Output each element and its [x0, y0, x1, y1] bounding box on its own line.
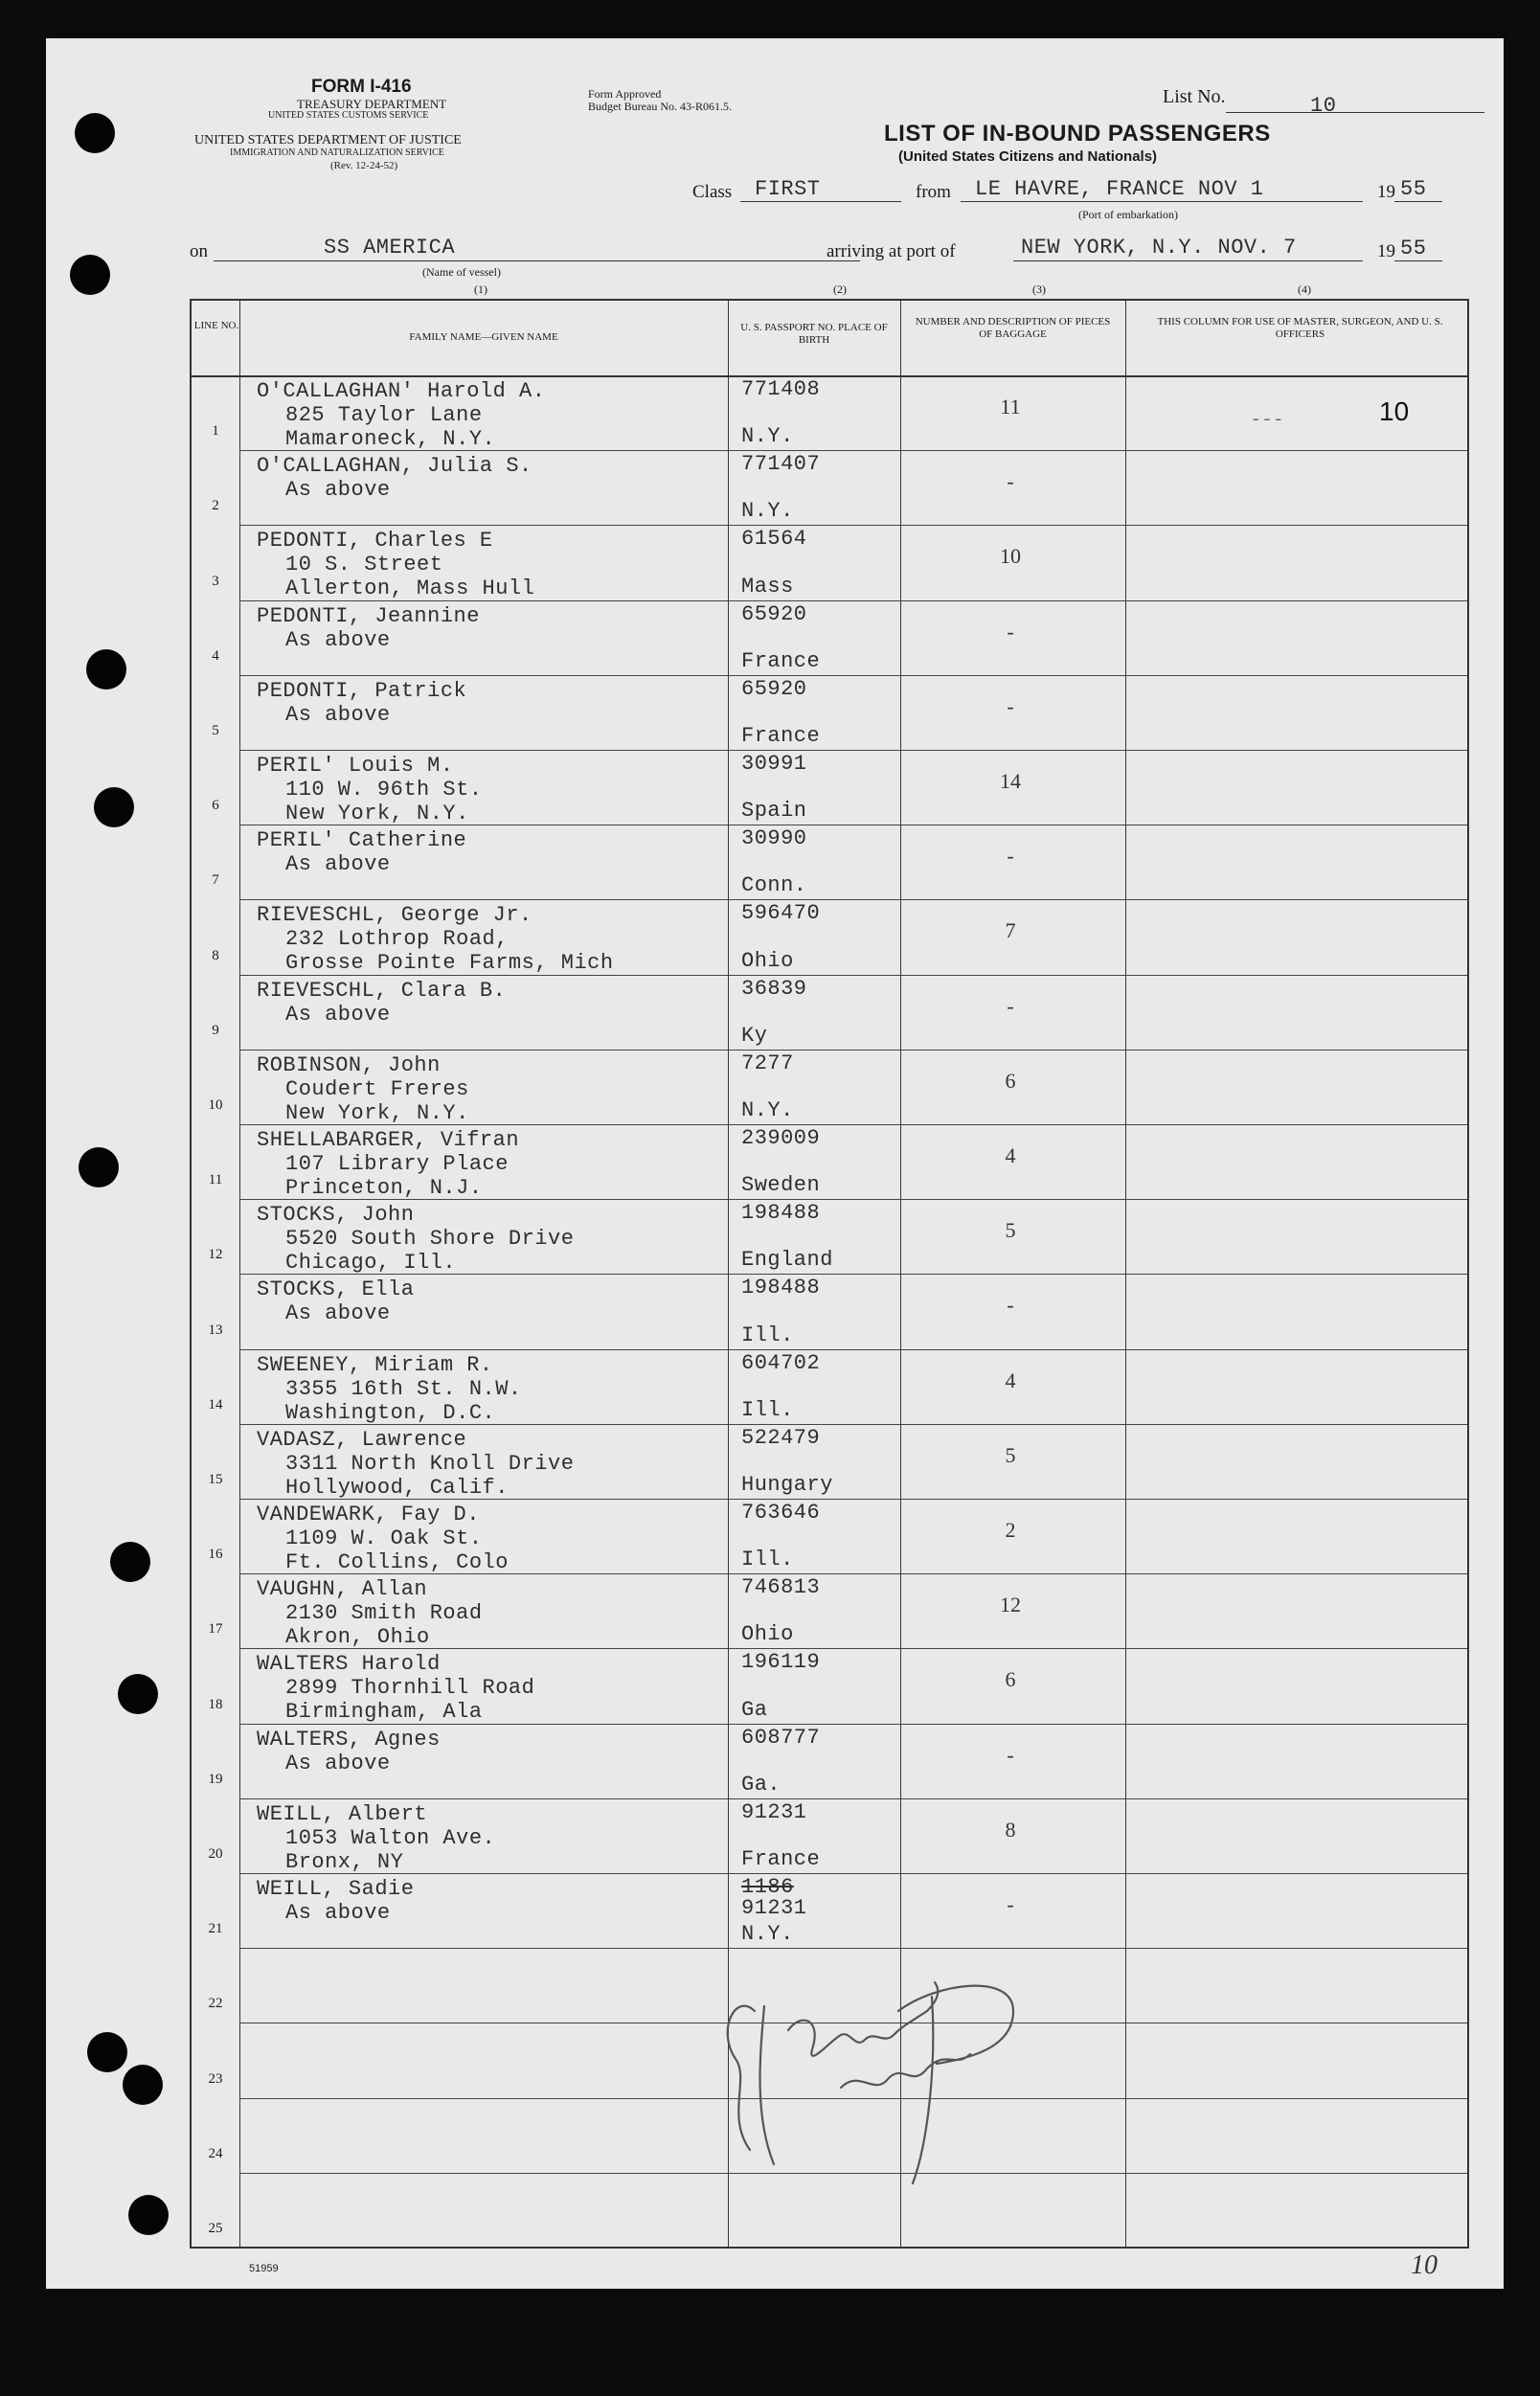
passport-number: 198488 [741, 1201, 821, 1226]
page-mark: 10 [1411, 2250, 1438, 2280]
year1-line [1394, 201, 1442, 202]
class-value: FIRST [755, 177, 821, 201]
baggage-count: 12 [1000, 1593, 1021, 1617]
line-number: 21 [208, 1921, 223, 1937]
line-number: 20 [208, 1845, 223, 1862]
place-of-birth: Ohio [741, 1622, 794, 1647]
place-of-birth: France [741, 723, 821, 748]
place-of-birth: Conn. [741, 873, 807, 898]
passenger-address: Chicago, Ill. [285, 1251, 457, 1276]
passenger-address: 110 W. 96th St. [285, 778, 483, 802]
passenger-name: PEDONTI, Jeannine [257, 603, 480, 628]
passenger-address: 3355 16th St. N.W. [285, 1376, 522, 1401]
line-number: 22 [208, 1996, 223, 2012]
passport-number: 771408 [741, 377, 821, 401]
passenger-name: VANDEWARK, Fay D. [257, 1503, 480, 1526]
passport-number: 61564 [741, 527, 807, 552]
punch-hole [118, 1674, 158, 1714]
baggage-count: 6 [1005, 1667, 1016, 1692]
passenger-name: PEDONTI, Patrick [257, 678, 467, 703]
baggage-count: 5 [1005, 1442, 1016, 1467]
passport-number: 91231 [741, 1799, 807, 1824]
passenger-name: RIEVESCHL, George Jr. [257, 903, 532, 928]
passenger-address: New York, N.Y. [285, 1100, 469, 1125]
passenger-address: As above [285, 478, 391, 503]
line-number: 19 [208, 1771, 223, 1787]
class-line [740, 201, 901, 202]
passenger-name: WALTERS, Agnes [257, 1727, 441, 1752]
passport-number: 1186 [741, 1875, 794, 1899]
passport-number: 30991 [741, 752, 807, 776]
arriving-label: arriving at port of [827, 241, 956, 261]
passport-number: 239009 [741, 1126, 821, 1150]
passenger-name: WALTERS Harold [257, 1652, 441, 1677]
punch-hole [87, 2032, 127, 2072]
punch-hole [94, 787, 134, 827]
year2-line [1394, 260, 1442, 261]
line-number: 2 [212, 498, 219, 514]
line-number: 15 [208, 1471, 223, 1487]
line-number: 12 [208, 1247, 223, 1263]
passport-number: 604702 [741, 1350, 821, 1375]
table-row [192, 1424, 1467, 1499]
handwritten-signature [697, 1954, 1042, 2203]
year1-value: 55 [1400, 177, 1427, 201]
passport-number: 522479 [741, 1425, 821, 1450]
class-label: Class [692, 182, 733, 202]
place-of-birth: Ohio [741, 948, 794, 973]
table-row [192, 1724, 1467, 1798]
passenger-address: Hollywood, Calif. [285, 1475, 509, 1500]
ins-service: IMMIGRATION AND NATURALIZATION SERVICE [230, 147, 444, 158]
table-row [192, 1274, 1467, 1348]
port-embark-caption: (Port of embarkation) [1078, 208, 1178, 221]
baggage-count: 11 [1000, 395, 1021, 418]
baggage-count: 8 [1005, 1817, 1016, 1842]
place-of-birth: N.Y. [741, 1097, 794, 1122]
place-of-birth: France [741, 1846, 821, 1871]
place-of-birth: N.Y. [741, 499, 794, 524]
punch-hole [123, 2065, 163, 2105]
line-number: 18 [208, 1696, 223, 1712]
form-approved: Form Approved [588, 87, 662, 101]
baggage-count: - [1007, 693, 1014, 718]
officer-note: 10 [1379, 396, 1410, 426]
line-number: 17 [208, 1621, 223, 1638]
line-number: 1 [212, 423, 219, 440]
passport-number: 608777 [741, 1725, 821, 1750]
passenger-address: Mamaroneck, N.Y. [285, 427, 496, 451]
passenger-name: VAUGHN, Allan [257, 1577, 428, 1602]
table-row [192, 1499, 1467, 1573]
passenger-name: O'CALLAGHAN' Harold A. [257, 379, 546, 403]
line-number: 7 [212, 872, 219, 889]
place-of-birth: England [741, 1248, 833, 1273]
passenger-name: SHELLABARGER, Vifran [257, 1128, 520, 1152]
arriving-value: NEW YORK, N.Y. NOV. 7 [1021, 236, 1297, 260]
table-row [192, 1124, 1467, 1199]
baggage-count: - [1007, 469, 1014, 494]
from-line [961, 201, 1363, 202]
passport-number: 7277 [741, 1051, 794, 1075]
table-row [192, 1199, 1467, 1274]
baggage-count: - [1007, 1293, 1014, 1318]
form-number: FORM I-416 [311, 77, 412, 97]
passenger-address: As above [285, 852, 391, 877]
baggage-count: 5 [1005, 1218, 1016, 1243]
passenger-address: 3311 North Knoll Drive [285, 1451, 575, 1476]
header-baggage: NUMBER AND DESCRIPTION OF PIECES OF BAGGAGE [915, 316, 1111, 340]
line-number: 9 [212, 1022, 219, 1038]
table-row [192, 1349, 1467, 1424]
passenger-address: Bronx, NY [285, 1849, 404, 1874]
passenger-address: As above [285, 702, 391, 727]
passenger-name: SWEENEY, Miriam R. [257, 1352, 493, 1377]
baggage-count: 6 [1005, 1068, 1016, 1093]
table-row [192, 825, 1467, 899]
line-number: 8 [212, 947, 219, 963]
passport-number: 771407 [741, 452, 821, 477]
passenger-address: 107 Library Place [285, 1152, 509, 1176]
table-row [192, 1798, 1467, 1873]
passenger-name: O'CALLAGHAN, Julia S. [257, 454, 532, 479]
line-number: 4 [212, 647, 219, 664]
line-number: 24 [208, 2145, 223, 2161]
passenger-name: WEILL, Sadie [257, 1877, 415, 1901]
passenger-address: Ft. Collins, Colo [285, 1550, 509, 1574]
baggage-count: 4 [1005, 1143, 1016, 1167]
table-row [192, 1873, 1467, 1948]
list-no-line [1226, 112, 1484, 113]
passenger-address: As above [285, 1301, 391, 1326]
header-name: FAMILY NAME—GIVEN NAME [409, 331, 558, 343]
passenger-address: 2899 Thornhill Road [285, 1676, 535, 1701]
passenger-name: PEDONTI, Charles E [257, 529, 493, 554]
passport-number: 198488 [741, 1276, 821, 1300]
passport-number: 596470 [741, 901, 821, 926]
place-of-birth: Ky [741, 1023, 768, 1048]
list-no-value: 10 [1310, 94, 1337, 118]
table-row [192, 600, 1467, 675]
passport-number: 30990 [741, 826, 807, 851]
table-row [192, 899, 1467, 974]
place-of-birth: Hungary [741, 1472, 833, 1497]
header-officers: THIS COLUMN FOR USE OF MASTER, SURGEON, AND U. S. OFFICERS [1157, 316, 1443, 340]
form-title: LIST OF IN-BOUND PASSENGERS [884, 121, 1271, 147]
passenger-address: 825 Taylor Lane [285, 403, 483, 427]
passenger-address: 1109 W. Oak St. [285, 1526, 483, 1550]
place-of-birth: Ill. [741, 1548, 794, 1572]
passenger-address: New York, N.Y. [285, 802, 469, 825]
baggage-count: 7 [1005, 918, 1016, 943]
passenger-address: 1053 Walton Ave. [285, 1825, 496, 1850]
customs-service: UNITED STATES CUSTOMS SERVICE [268, 110, 429, 121]
passport-number-corrected: 91231 [741, 1896, 807, 1920]
line-number: 23 [208, 2070, 223, 2087]
passenger-name: STOCKS, John [257, 1203, 415, 1228]
vessel-line [214, 260, 860, 261]
passenger-address: As above [285, 1751, 391, 1775]
on-label: on [190, 241, 208, 261]
year1-prefix: 19 [1377, 182, 1395, 202]
place-of-birth: N.Y. [741, 424, 794, 449]
place-of-birth: France [741, 648, 821, 673]
line-number: 3 [212, 573, 219, 589]
line-number: 14 [208, 1396, 223, 1413]
line-number: 11 [208, 1172, 223, 1188]
col3-number: (3) [1032, 283, 1046, 296]
line-number: 16 [208, 1547, 223, 1563]
table-row [192, 375, 1467, 450]
passenger-address: 5520 South Shore Drive [285, 1227, 575, 1252]
passenger-address: 232 Lothrop Road, [285, 927, 509, 952]
vessel-caption: (Name of vessel) [422, 265, 501, 279]
treasury-dept: TREASURY DEPARTMENT [297, 97, 447, 111]
col2-number: (2) [833, 283, 847, 296]
list-no-label: List No. [1163, 86, 1226, 107]
form-subtitle: (United States Citizens and Nationals) [898, 148, 1158, 165]
place-of-birth: Ill. [741, 1397, 794, 1422]
table-row [192, 750, 1467, 825]
passport-number: 746813 [741, 1575, 821, 1600]
table-row [192, 975, 1467, 1050]
baggage-count: - [1007, 1742, 1014, 1767]
passenger-name: VADASZ, Lawrence [257, 1427, 467, 1452]
passport-number: 196119 [741, 1650, 821, 1675]
passenger-address: Akron, Ohio [285, 1625, 430, 1650]
punch-hole [110, 1542, 150, 1582]
table-row [192, 675, 1467, 750]
baggage-count: 4 [1005, 1368, 1016, 1392]
passenger-name: PERIL' Louis M. [257, 754, 454, 778]
punch-hole [128, 2195, 169, 2235]
passenger-address: Coudert Freres [285, 1076, 469, 1101]
place-of-birth: Spain [741, 799, 807, 824]
arriving-line [1013, 260, 1363, 261]
from-value: LE HAVRE, FRANCE NOV 1 [975, 177, 1264, 201]
justice-dept: UNITED STATES DEPARTMENT OF JUSTICE [194, 133, 462, 147]
passenger-address: Princeton, N.J. [285, 1176, 483, 1200]
punch-hole [75, 113, 115, 153]
passenger-address: As above [285, 1002, 391, 1027]
baggage-count: - [1007, 1892, 1014, 1916]
year2-prefix: 19 [1377, 241, 1395, 261]
punch-hole [86, 649, 126, 689]
punch-hole [79, 1147, 119, 1187]
table-row [192, 1050, 1467, 1124]
line-number: 5 [212, 722, 219, 738]
from-label: from [916, 182, 951, 202]
place-of-birth: Ga. [741, 1772, 781, 1797]
header-line-no: LINE NO. [193, 320, 239, 331]
vessel-name: SS AMERICA [324, 236, 456, 260]
passenger-address: Allerton, Mass Hull [285, 576, 535, 601]
table-row [192, 1648, 1467, 1723]
passenger-address: Birmingham, Ala [285, 1700, 483, 1725]
passenger-name: ROBINSON, John [257, 1052, 441, 1077]
place-of-birth: Ill. [741, 1322, 794, 1347]
header-passport: U. S. PASSPORT NO. PLACE OF BIRTH [740, 322, 888, 346]
passenger-name: WEILL, Albert [257, 1801, 428, 1826]
line-number: 6 [212, 798, 219, 814]
line-number: 25 [208, 2220, 223, 2236]
passenger-name: PERIL' Catherine [257, 828, 467, 853]
place-of-birth: N.Y. [741, 1922, 794, 1947]
year2-value: 55 [1400, 237, 1427, 260]
passenger-address: Grosse Pointe Farms, Mich [285, 951, 614, 976]
baggage-count: - [1007, 844, 1014, 869]
document-page [46, 38, 1504, 2289]
passport-number: 763646 [741, 1501, 821, 1525]
passenger-address: Washington, D.C. [285, 1400, 496, 1425]
col4-number: (4) [1298, 283, 1311, 296]
punch-hole [70, 255, 110, 295]
baggage-count: 2 [1005, 1518, 1016, 1542]
col1-number: (1) [474, 283, 487, 296]
baggage-count: 10 [1000, 544, 1021, 569]
table-row [192, 1573, 1467, 1648]
passenger-name: RIEVESCHL, Clara B. [257, 978, 507, 1003]
revision-date: (Rev. 12-24-52) [330, 160, 398, 171]
table-row [192, 450, 1467, 525]
place-of-birth: Mass [741, 574, 794, 599]
passenger-name: STOCKS, Ella [257, 1277, 415, 1302]
place-of-birth: Ga [741, 1697, 768, 1722]
place-of-birth: Sweden [741, 1173, 821, 1198]
passenger-address: As above [285, 627, 391, 652]
table-row [192, 525, 1467, 599]
passport-number: 65920 [741, 601, 807, 626]
officer-marks: - - - [1253, 408, 1281, 429]
passport-number: 36839 [741, 976, 807, 1001]
budget-bureau: Budget Bureau No. 43-R061.5. [588, 100, 732, 113]
passenger-address: As above [285, 1901, 391, 1925]
passenger-address: 2130 Smith Road [285, 1601, 483, 1626]
baggage-count: - [1007, 993, 1014, 1018]
line-number: 13 [208, 1322, 223, 1338]
baggage-count: - [1007, 619, 1014, 644]
passport-number: 65920 [741, 676, 807, 701]
footer-code: 51959 [249, 2263, 279, 2274]
line-number: 10 [208, 1096, 223, 1113]
passenger-address: 10 S. Street [285, 553, 443, 577]
baggage-count: 14 [1000, 769, 1021, 793]
